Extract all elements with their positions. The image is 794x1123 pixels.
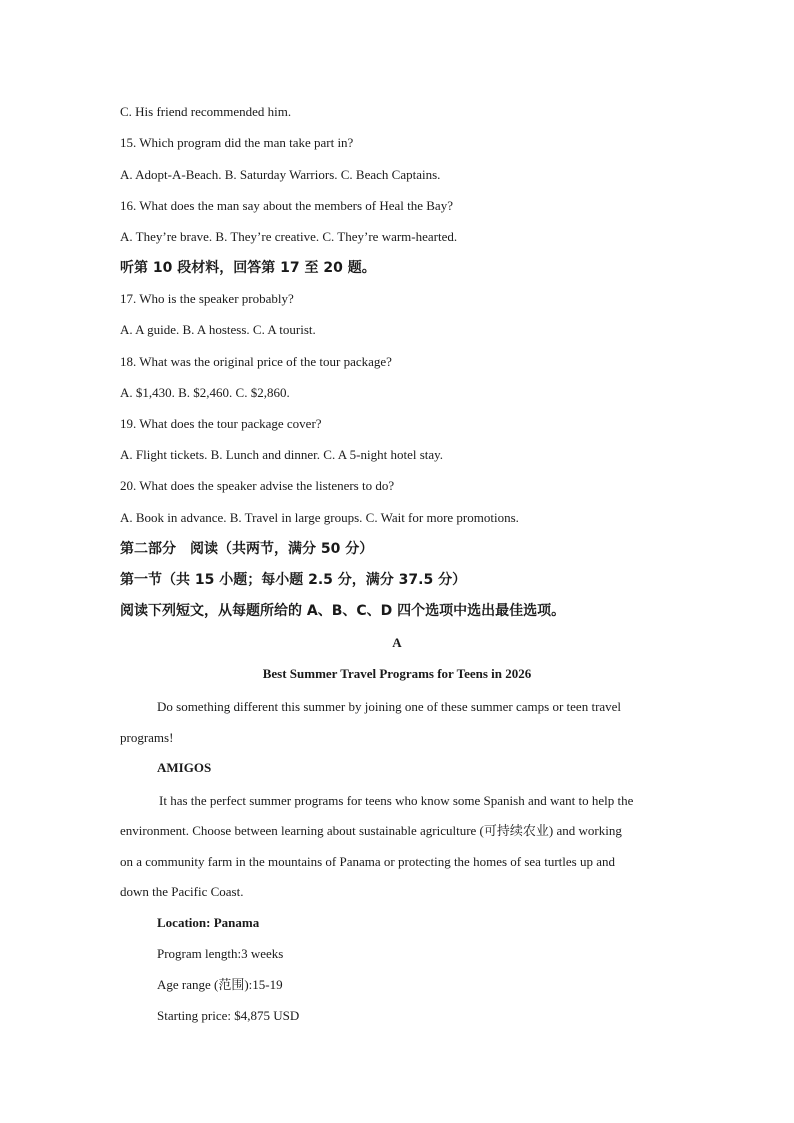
program-location: Location: Panama — [157, 915, 260, 930]
program-name: AMIGOS — [157, 760, 212, 775]
program-desc-line1: It has the perfect summer programs for teens who know some Spanish and want to help the — [159, 793, 634, 808]
intro-paragraph-line2: programs! — [120, 730, 174, 745]
q19-options: A. Flight tickets. B. Lunch and dinner. C. A 5-night hotel stay. — [120, 447, 444, 462]
q17-options: A. A guide. B. A hostess. C. A tourist. — [120, 322, 316, 337]
intro-paragraph-line1: Do something different this summer by joining one of these summer camps or teen travel — [157, 699, 622, 714]
program-age-range: Age range (范围):15-19 — [157, 977, 283, 992]
section10-heading: 听第 10 段材料，回答第 17 至 20 题。 — [120, 260, 376, 276]
q17-question: 17. Who is the speaker probably? — [120, 291, 294, 306]
q20-question: 20. What does the speaker advise the listeners to do? — [120, 478, 395, 493]
reading-part-heading: 第二部分 阅读（共两节，满分 50 分） — [120, 541, 374, 557]
reading-instruction: 阅读下列短文，从每题所给的 A、B、C、D 四个选项中选出最佳选项。 — [120, 603, 566, 619]
passage-label: A — [392, 635, 402, 650]
q15-options: A. Adopt-A-Beach. B. Saturday Warriors. C. Beach Captains. — [120, 167, 441, 182]
q16-question: 16. What does the man say about the members of Heal the Bay? — [120, 198, 453, 213]
q19-question: 19. What does the tour package cover? — [120, 416, 322, 431]
q16-options: A. They’re brave. B. They’re creative. C. They’re warm-hearted. — [120, 229, 458, 244]
q20-options: A. Book in advance. B. Travel in large groups. C. Wait for more promotions. — [120, 510, 519, 525]
q18-options: A. $1,430. B. $2,460. C. $2,860. — [120, 385, 290, 400]
passage-title: Best Summer Travel Programs for Teens in 2026 — [262, 666, 532, 681]
q18-question: 18. What was the original price of the tour package? — [120, 354, 392, 369]
q15-question: 15. Which program did the man take part in? — [120, 135, 354, 150]
program-price: Starting price: $4,875 USD — [157, 1008, 300, 1023]
q14-option-c: C. His friend recommended him. — [120, 104, 292, 119]
program-desc-line4: down the Pacific Coast. — [120, 884, 244, 899]
program-desc-line3: on a community farm in the mountains of Panama or protecting the homes of sea turtles up and — [120, 854, 615, 869]
program-desc-line2: environment. Choose between learning about sustainable agriculture (可持续农业) and working — [120, 823, 622, 838]
program-length: Program length:3 weeks — [157, 946, 284, 961]
reading-section-heading: 第一节（共 15 小题；每小题 2.5 分，满分 37.5 分） — [120, 572, 467, 588]
